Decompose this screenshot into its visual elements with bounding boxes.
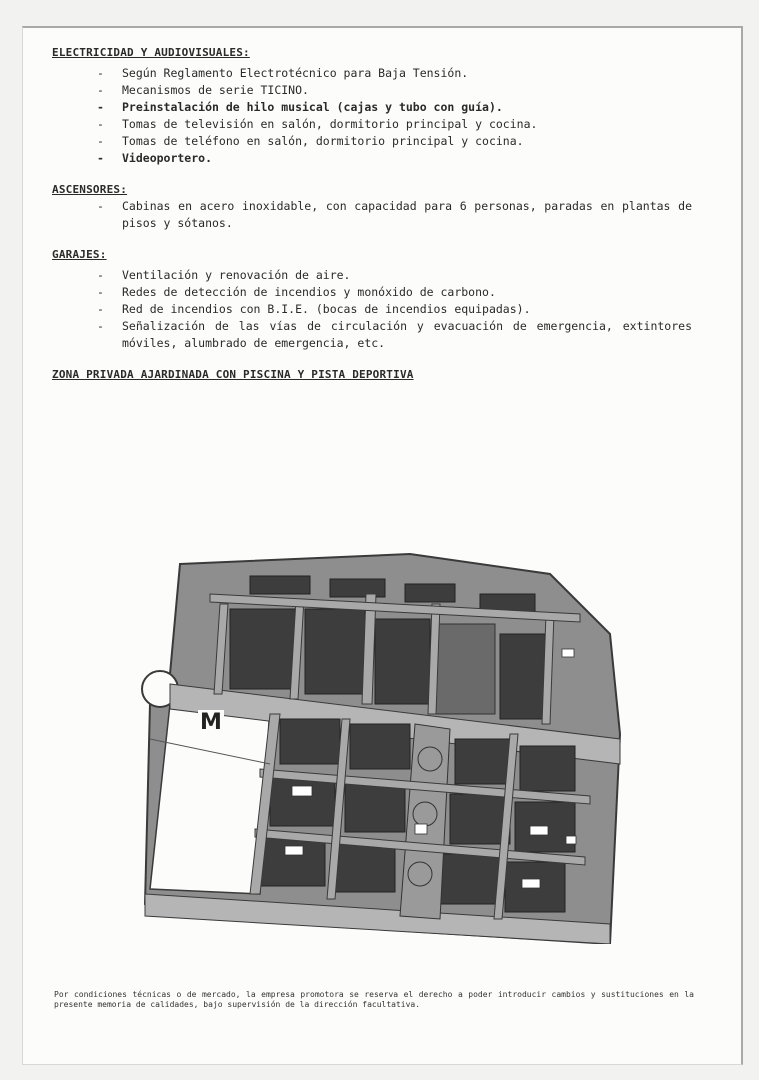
building-block — [230, 609, 295, 689]
building-block — [330, 579, 385, 597]
courtyard — [435, 624, 495, 714]
building-block — [440, 854, 500, 904]
list-item: - Mecanismos de serie TICINO. — [52, 82, 692, 99]
building-block — [375, 619, 430, 704]
list-item: - Señalización de las vías de circulación y evacuación de emergencia, extintores móviles, alumbrado de emergencia, etc. — [52, 318, 692, 352]
item-list — [52, 267, 692, 352]
specifications-content — [52, 46, 692, 381]
svg-text:M: M — [200, 710, 222, 735]
list-item: - Preinstalación de hilo musical (cajas y tubo con guía). — [52, 99, 692, 116]
section-ascensores — [52, 183, 692, 232]
building-block — [335, 842, 395, 892]
building-block — [260, 836, 325, 886]
list-item: - Ventilación y renovación de aire. — [52, 267, 692, 284]
building-block — [250, 576, 310, 594]
section-heading: ELECTRICIDAD Y AUDIOVISUALES: — [52, 46, 250, 59]
building-block — [350, 724, 410, 769]
section-heading: ASCENSORES: — [52, 183, 128, 196]
zone-heading: ZONA PRIVADA AJARDINADA CON PISCINA Y PISTA DEPORTIVA — [52, 368, 414, 381]
building-block — [405, 584, 455, 602]
building-block — [280, 719, 340, 764]
building-block — [270, 776, 335, 826]
building-block — [500, 634, 545, 719]
building-block — [455, 739, 510, 784]
list-item: - Red de incendios con B.I.E. (bocas de incendios equipadas). — [52, 301, 692, 318]
building-block — [345, 782, 405, 832]
item-list — [52, 65, 692, 167]
footnote-disclaimer: Por condiciones técnicas o de mercado, la empresa promotora se reserva el derecho a poder introducir cambios y sustituciones en la presente memoria de calidades, bajo supervisión de la dirección facultativa. — [54, 990, 694, 1009]
section-heading: GARAJES: — [52, 248, 107, 261]
site-plan-drawing — [110, 524, 630, 944]
building-block — [305, 609, 365, 694]
building-block — [520, 746, 575, 791]
list-item: - Tomas de teléfono en salón, dormitorio principal y cocina. — [52, 133, 692, 150]
section-garajes — [52, 248, 692, 352]
list-item: - Cabinas en acero inoxidable, con capacidad para 6 personas, paradas en plantas de pisos y sótanos. — [52, 198, 692, 232]
section-electricidad — [52, 46, 692, 167]
list-item: - Videoportero. — [52, 150, 692, 167]
list-item: - Tomas de televisión en salón, dormitorio principal y cocina. — [52, 116, 692, 133]
site-plan-map — [110, 524, 630, 944]
list-item: - Redes de detección de incendios y monóxido de carbono. — [52, 284, 692, 301]
list-item: - Según Reglamento Electrotécnico para Baja Tensión. — [52, 65, 692, 82]
m-logo-icon — [198, 710, 224, 735]
item-list — [52, 198, 692, 232]
